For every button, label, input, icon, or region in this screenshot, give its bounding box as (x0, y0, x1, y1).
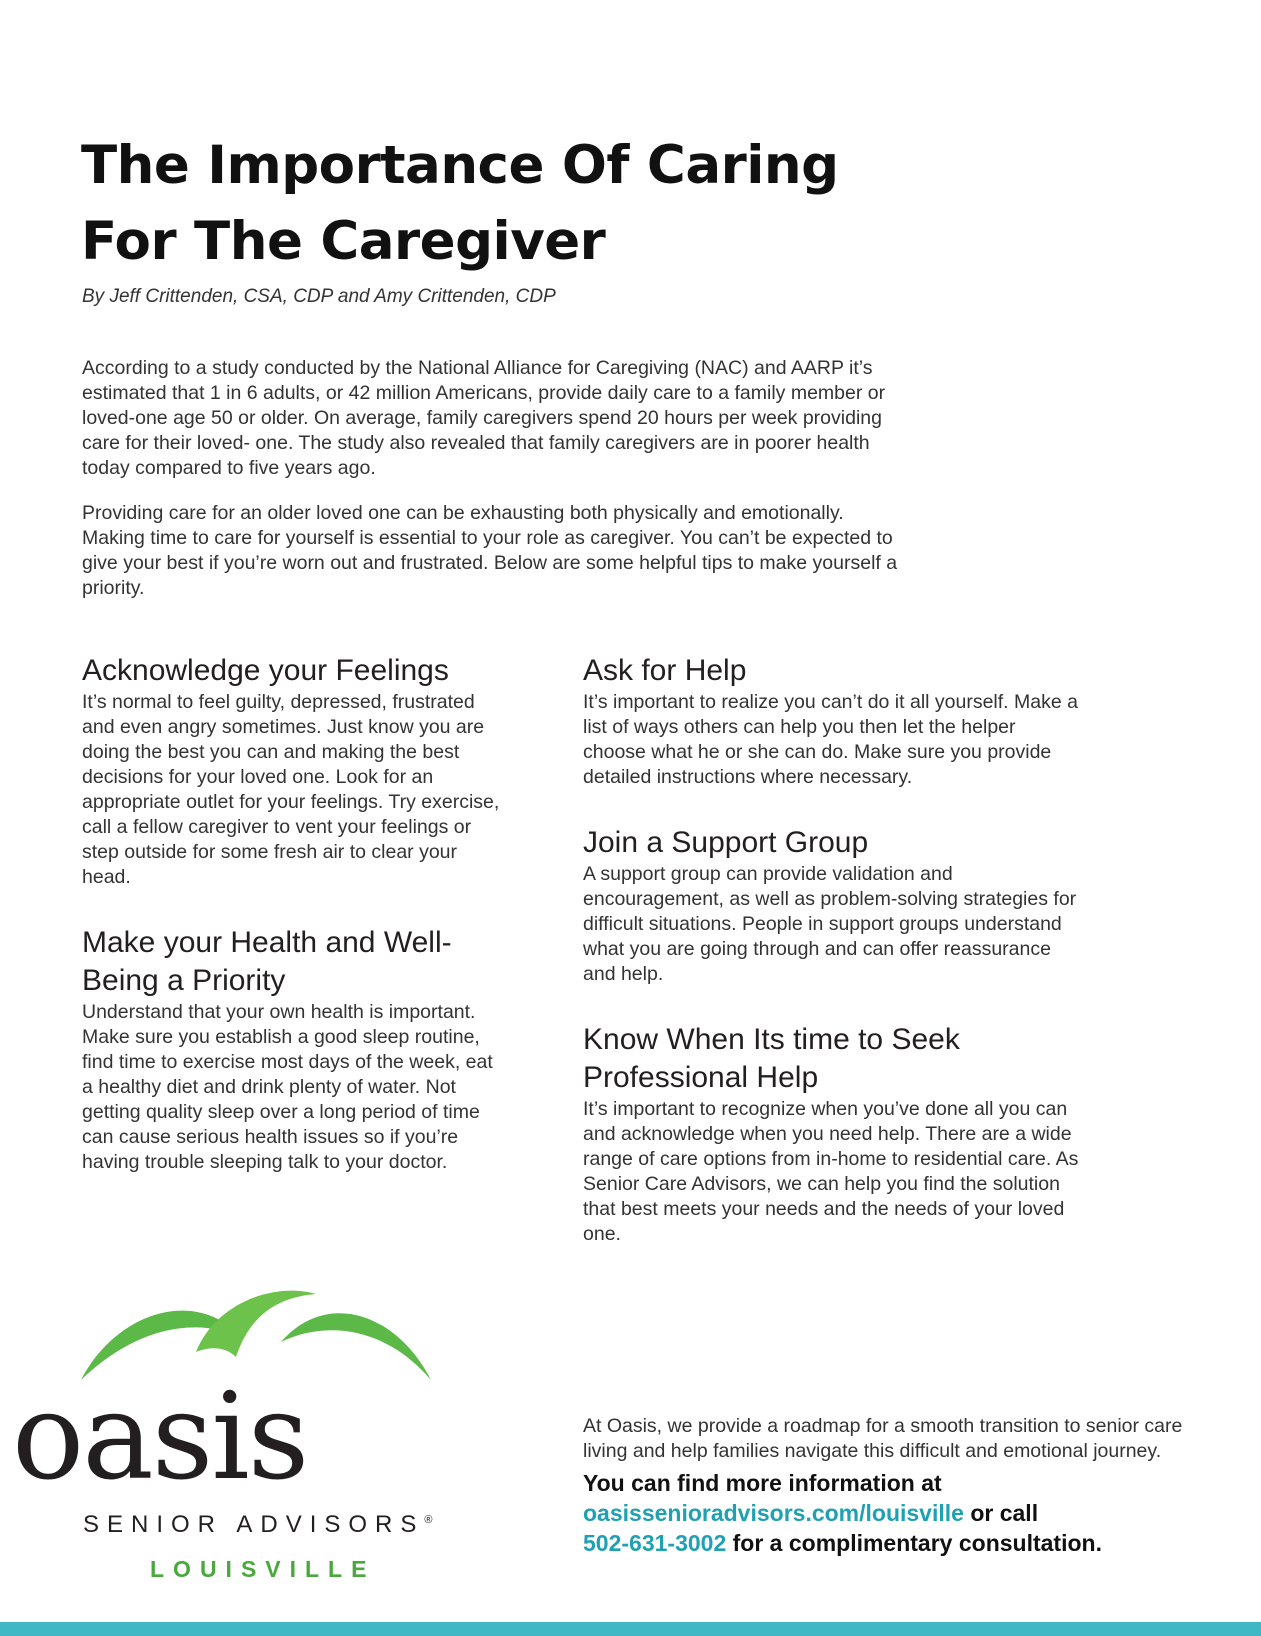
section-body: It’s important to recognize when you’ve done all you can and acknowledge when you need help. There are a wide range of care options from in-home to residential care. As Senior Care Advisors, we can help you find the solution that best meets your needs and the needs of your loved one. (583, 1098, 1079, 1245)
logo-city: LOUISVILLE (150, 1556, 376, 1582)
logo-wordmark: oasis (12, 1368, 308, 1507)
section-support-group (583, 824, 1083, 987)
logo-subtitle-text: SENIOR ADVISORS (83, 1511, 425, 1538)
bottom-bar (0, 1622, 1261, 1636)
website-link[interactable]: oasissenioradvisors.com/louisville (583, 1500, 964, 1526)
logo-subtitle (83, 1511, 433, 1539)
intro-paragraph: Providing care for an older loved one can be exhausting both physically and emotionally. Making time to care for yourself is essential to your role as caregiver. You can’t be expected to give your best if you’re worn out and frustrated. Below are some helpful tips to make yourself a priority. (82, 502, 898, 599)
section-body: A support group can provide validation and encouragement, as well as problem-solving strategies for difficult situations. People in support groups understand what you are going through and can offer reassurance and help. (583, 863, 1077, 985)
cta-mid: or call (970, 1500, 1039, 1526)
cta-suffix: for a complimentary consultation. (732, 1530, 1102, 1556)
section-acknowledge-feelings (82, 652, 502, 890)
section-professional-help (583, 1021, 1083, 1247)
title-line-2: For The Caregiver (81, 211, 606, 272)
section-heading: Ask for Help (583, 654, 747, 687)
section-heading: Join a Support Group (583, 826, 869, 859)
section-body: It’s important to realize you can’t do it all yourself. Make a list of ways others can help you then let the helper choose what he or she can do. Make sure you provide detailed instructions where necessary. (583, 691, 1078, 788)
footer-cta (583, 1468, 1203, 1558)
section-ask-for-help (583, 652, 1083, 790)
section-heading: Acknowledge your Feelings (82, 654, 449, 687)
registered-mark: ® (424, 1514, 433, 1526)
footer-info: At Oasis, we provide a roadmap for a smooth transition to senior care living and help families navigate this difficult and emotional journey. (583, 1415, 1183, 1462)
section-body: It’s normal to feel guilty, depressed, frustrated and even angry sometimes. Just know you are doing the best you can and making the best decisions for your loved one. Look for an appropriate outlet for your feelings. Try exercise, call a fellow caregiver to vent your feelings or step outside for some fresh air to clear your head. (82, 691, 500, 888)
phone-link[interactable]: 502-631-3002 (583, 1530, 727, 1556)
title-line-1: The Importance Of Caring (81, 135, 839, 196)
footer-text (583, 1414, 1203, 1558)
section-health-priority (82, 924, 502, 1175)
cta-prefix: You can find more information at (583, 1470, 942, 1496)
intro (82, 356, 902, 621)
section-body: Understand that your own health is important. Make sure you establish a good sleep routine, find time to exercise most days of the week, eat a healthy diet and drink plenty of water. Not getting quality sleep over a long period of time can cause serious health issues so if you’re having trouble sleeping talk to your doctor. (82, 1001, 493, 1173)
intro-paragraph: According to a study conducted by the National Alliance for Caregiving (NAC) and AARP it’s estimated that 1 in 6 adults, or 42 million Americans, provide daily care to a family member or loved-one age 50 or older. On average, family caregivers spend 20 hours per week providing care for their loved- one. The study also revealed that family caregivers are in poorer health today compared to five years ago. (82, 357, 886, 479)
article-title (81, 128, 981, 280)
right-column (583, 652, 1083, 1281)
byline: By Jeff Crittenden, CSA, CDP and Amy Crittenden, CDP (82, 286, 556, 307)
left-column (82, 652, 502, 1209)
section-heading: Know When Its time to Seek Professional Help (583, 1023, 960, 1094)
section-heading: Make your Health and Well-Being a Priority (82, 926, 452, 997)
